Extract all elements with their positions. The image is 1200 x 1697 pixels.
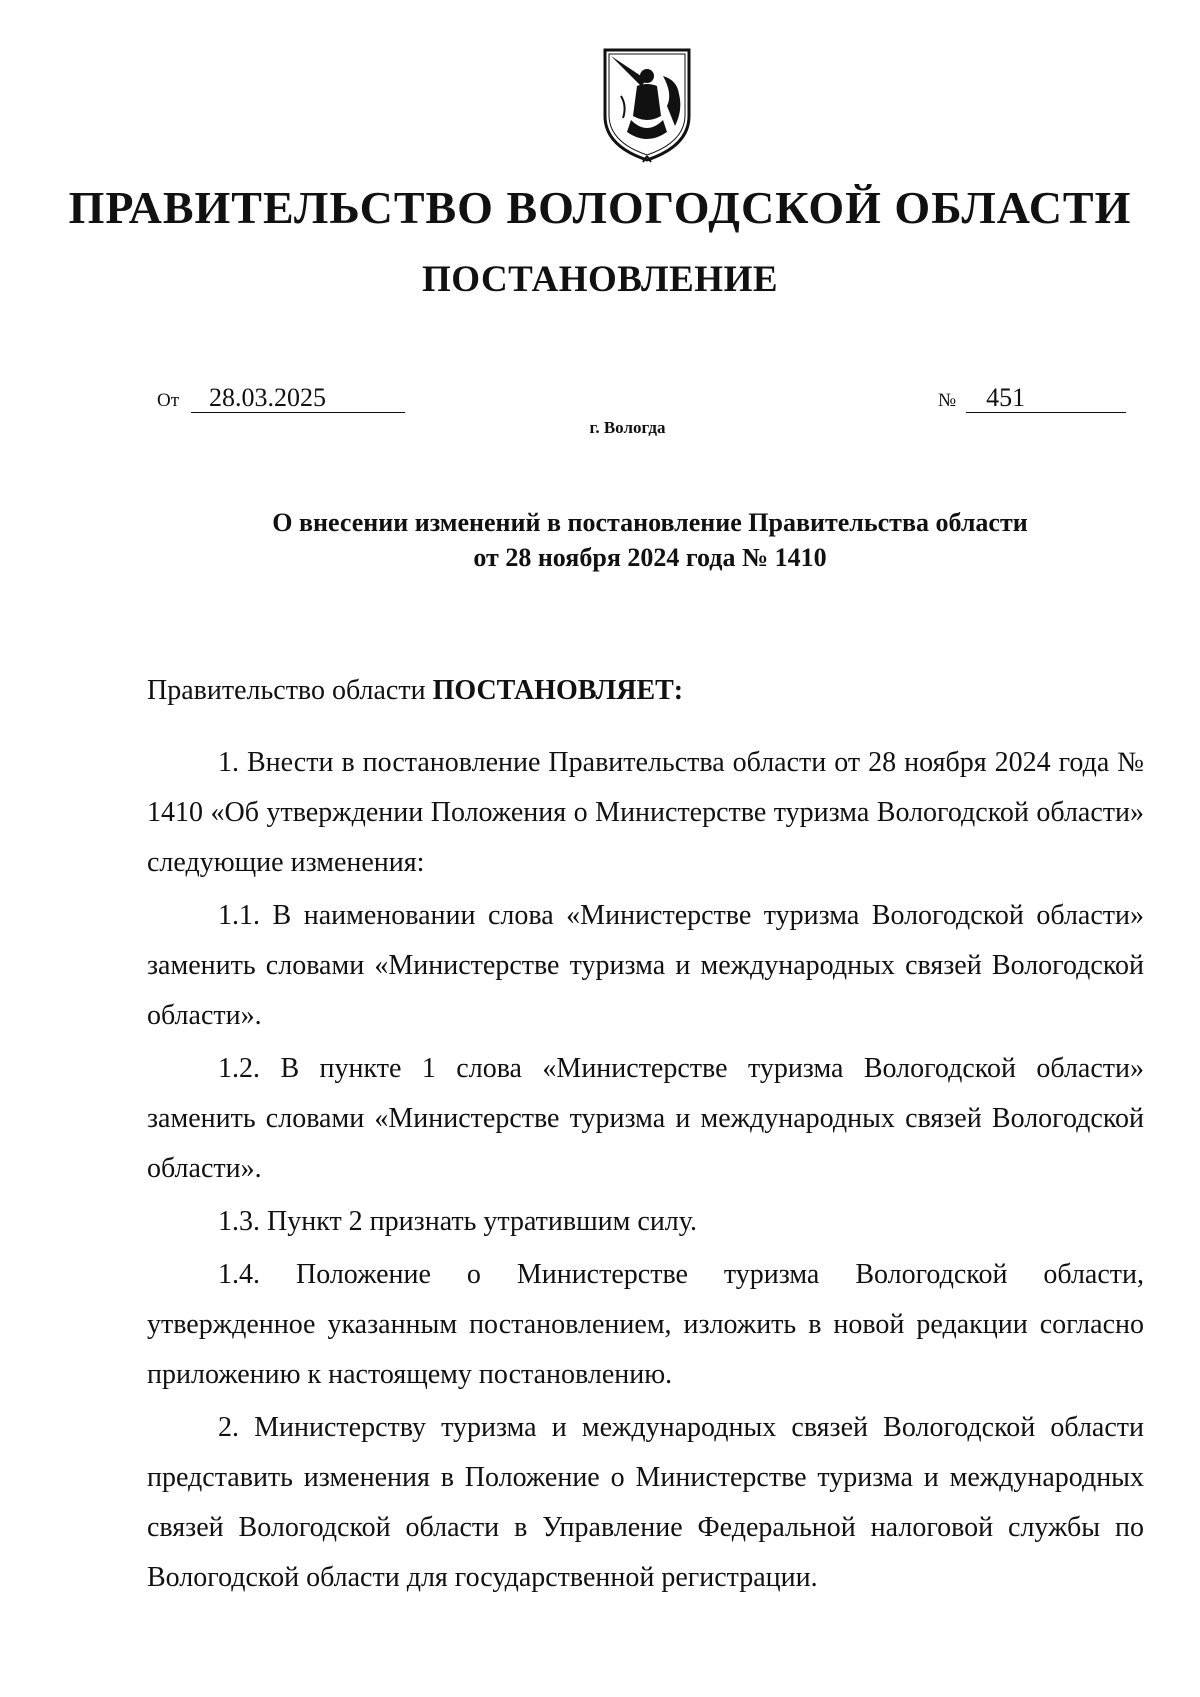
paragraph-1-3: 1.3. Пункт 2 признать утратившим силу. (218, 1206, 697, 1237)
document-type: ПОСТАНОВЛЕНИЕ (421, 259, 779, 300)
preamble (147, 675, 683, 707)
document-subject (200, 505, 1100, 575)
subject-line-1: О внесении изменений в постановление Правительства области (272, 508, 1028, 537)
number-value: 451 (966, 384, 1126, 413)
coat-of-arms-emblem (601, 46, 693, 164)
date-prefix: От (157, 390, 180, 411)
paragraph-2: 2. Министерству туризма и международных связей Вологодской области представить изменения в Положение о Министерстве туризма и международных связей Вологодской области в Управление Федеральной налоговой службы по Вологодской области для государственной регистрации. (147, 1412, 1144, 1593)
subject-line-2: от 28 ноября 2024 года № 1410 (473, 543, 827, 572)
preamble-text: Правительство области (147, 675, 433, 706)
preamble-emphasis: ПОСТАНОВЛЯЕТ: (432, 675, 684, 706)
document-body (147, 738, 1144, 1603)
organization-title: ПРАВИТЕЛЬСТВО ВОЛОГОДСКОЙ ОБЛАСТИ (68, 182, 1132, 233)
paragraph-1-4: 1.4. Положение о Министерстве туризма Вологодской области, утвержденное указанным постановлением, изложить в новой редакции согласно приложению к настоящему постановлению. (147, 1259, 1144, 1390)
date-value: 28.03.2025 (191, 384, 405, 413)
paragraph-1-2: 1.2. В пункте 1 слова «Министерстве туризма Вологодской области» заменить словами «Министерстве туризма и международных связей Вологодской области». (147, 1053, 1144, 1184)
city-label: г. Вологда (589, 418, 666, 437)
document-number (938, 383, 1126, 413)
number-prefix: № (938, 390, 957, 411)
paragraph-1: 1. Внести в постановление Правительства области от 28 ноября 2024 года № 1410 «Об утверждении Положения о Министерстве туризма Вологодской области» следующие изменения: (147, 747, 1144, 878)
document-date (157, 383, 405, 413)
paragraph-1-1: 1.1. В наименовании слова «Министерстве туризма Вологодской области» заменить словами «Министерстве туризма и международных связей Вологодской области». (147, 900, 1144, 1031)
